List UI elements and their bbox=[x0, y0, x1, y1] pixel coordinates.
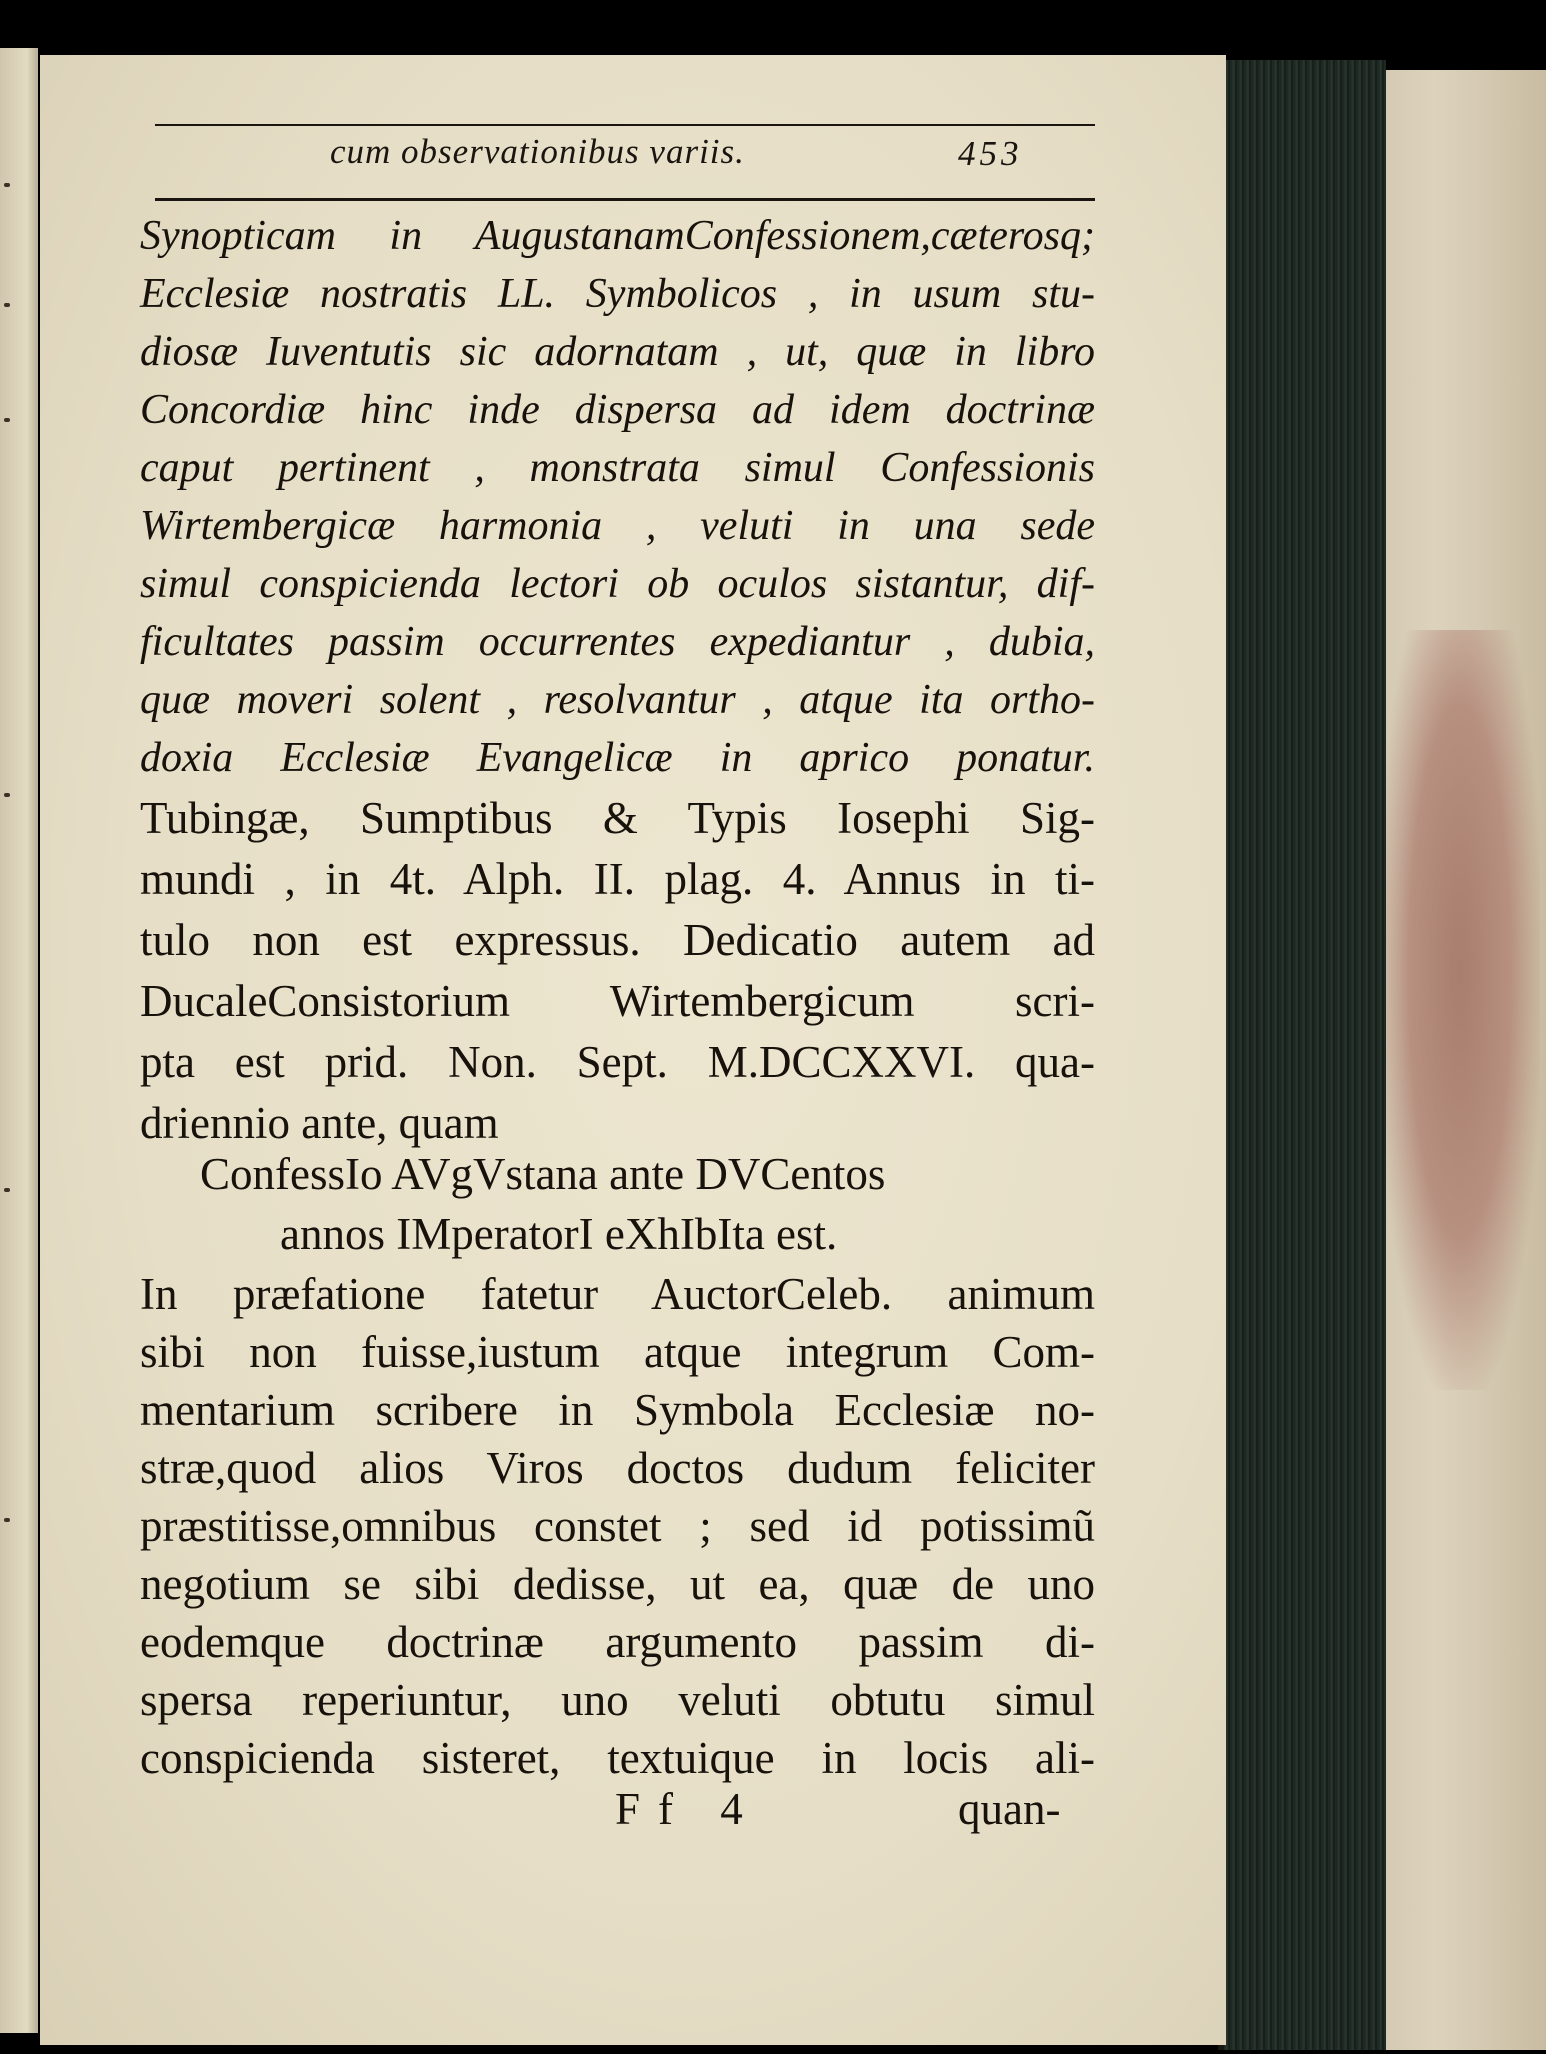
header-rule-bottom bbox=[155, 198, 1095, 201]
text-line: driennio ante, quam bbox=[140, 1098, 499, 1148]
bleed-mark bbox=[4, 183, 10, 187]
text-line: quæ moveri solent , resolvantur , atque ita ortho- bbox=[140, 677, 1095, 723]
bleed-mark bbox=[4, 303, 10, 307]
text-line: præstitisse,omnibus constet ; sed id potissimũ bbox=[140, 1501, 1095, 1551]
text-line: conspicienda sisteret, textuique in locis ali- bbox=[140, 1733, 1095, 1783]
signature-mark: Ff 4 bbox=[615, 1784, 761, 1834]
bleed-mark bbox=[4, 1518, 10, 1522]
text-line: caput pertinent , monstrata simul Confessionis bbox=[140, 445, 1095, 491]
page-number: 453 bbox=[958, 134, 1023, 173]
header-rule-top bbox=[155, 124, 1095, 126]
text-line: tulo non est expressus. Dedicatio autem ad bbox=[140, 915, 1095, 965]
text-line: mundi , in 4t. Alph. II. plag. 4. Annus in ti- bbox=[140, 854, 1095, 904]
text-line: diosæ Iuventutis sic adornatam , ut, quæ in libro bbox=[140, 329, 1095, 375]
text-line: Tubingæ, Sumptibus & Typis Iosephi Sig- bbox=[140, 793, 1095, 843]
text-line: Ecclesiæ nostratis LL. Symbolicos , in usum stu- bbox=[140, 271, 1095, 317]
running-title: cum observationibus variis. bbox=[330, 132, 745, 171]
book-cover bbox=[1360, 70, 1546, 2050]
text-line: DucaleConsistorium Wirtembergicum scri- bbox=[140, 976, 1095, 1026]
chronogram-line: ConfessIo AVgVstana ante DVCentos bbox=[200, 1149, 886, 1199]
text-line: sibi non fuisse,iustum atque integrum Com- bbox=[140, 1327, 1095, 1377]
text-line: ficultates passim occurrentes expediantur , dubia, bbox=[140, 619, 1095, 665]
text-line: doxia Ecclesiæ Evangelicæ in aprico ponatur. bbox=[140, 735, 1095, 781]
bleed-mark bbox=[4, 1188, 10, 1192]
left-page-edge bbox=[0, 48, 38, 2033]
bleed-mark bbox=[4, 793, 10, 797]
text-line: simul conspicienda lectori ob oculos sistantur, dif- bbox=[140, 561, 1095, 607]
chronogram-line: annos IMperatorI eXhIbIta est. bbox=[280, 1209, 838, 1259]
text-line: Synopticam in AugustanamConfessionem,cæterosq; bbox=[140, 213, 1095, 259]
page-fore-edge bbox=[1218, 60, 1386, 2050]
text-line: negotium se sibi dedisse, ut ea, quæ de uno bbox=[140, 1559, 1095, 1609]
text-line: Concordiæ hinc inde dispersa ad idem doctrinæ bbox=[140, 387, 1095, 433]
text-line: eodemque doctrinæ argumento passim di- bbox=[140, 1617, 1095, 1667]
text-line: mentarium scribere in Symbola Ecclesiæ no- bbox=[140, 1385, 1095, 1435]
text-line: In præfatione fatetur AuctorCeleb. animum bbox=[140, 1269, 1095, 1319]
text-line: stræ,quod alios Viros doctos dudum feliciter bbox=[140, 1443, 1095, 1493]
text-line: Wirtembergicæ harmonia , veluti in una sede bbox=[140, 503, 1095, 549]
text-line: spersa reperiuntur, uno veluti obtutu simul bbox=[140, 1675, 1095, 1725]
bleed-mark bbox=[4, 418, 10, 422]
text-line: pta est prid. Non. Sept. M.DCCXXVI. qua- bbox=[140, 1037, 1095, 1087]
catchword: quan- bbox=[958, 1784, 1061, 1834]
cover-stain bbox=[1380, 630, 1540, 1390]
